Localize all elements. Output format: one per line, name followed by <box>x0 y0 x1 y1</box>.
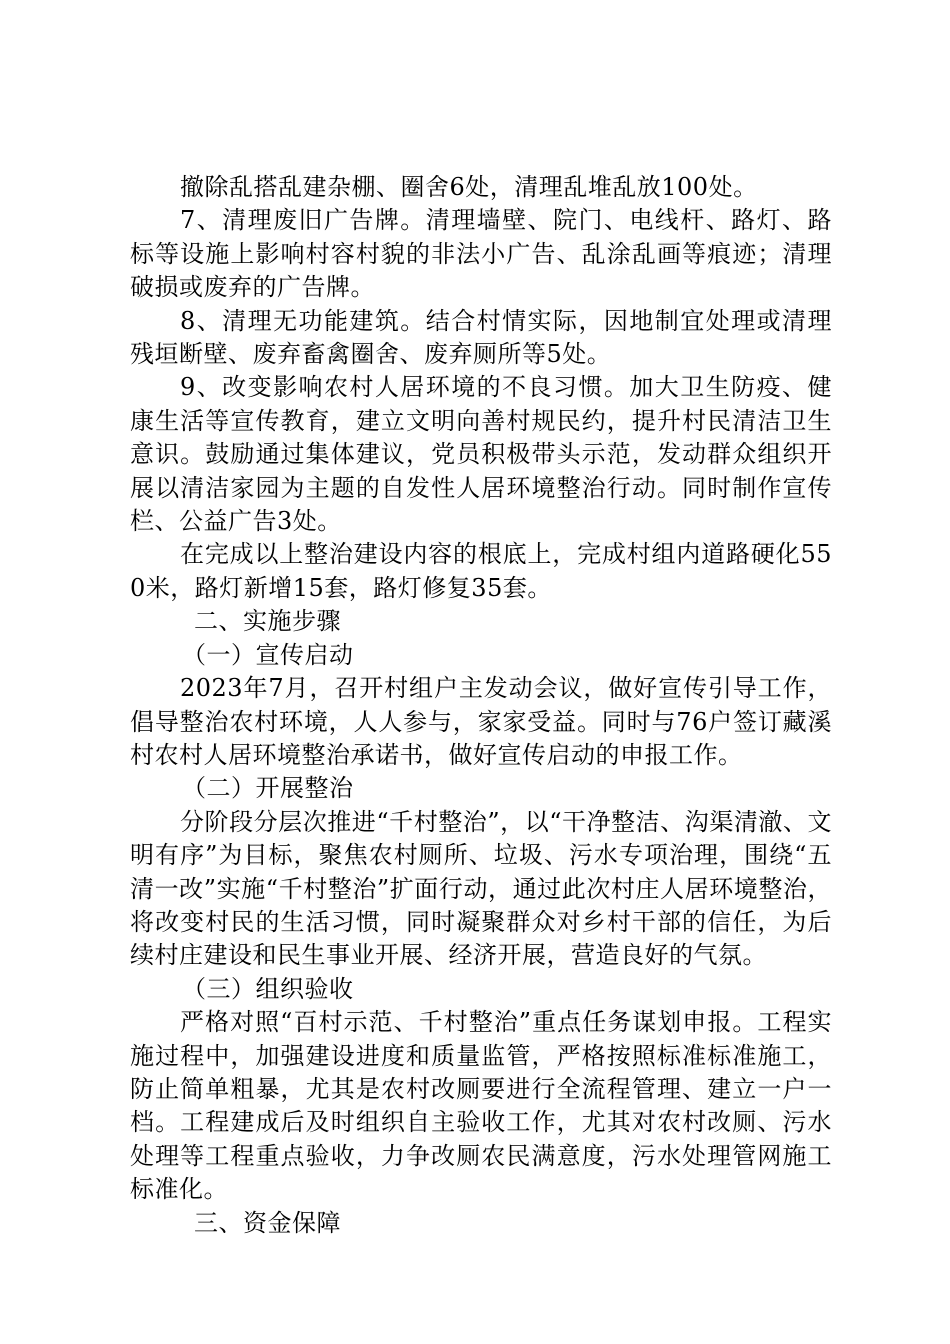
step-2-text: 分阶段分层次推进“千村整治”，以“干净整洁、沟渠清澈、文明有序”为目标，聚焦农村厕所、垃圾、污水专项治理，围绕“五清一改”实施“千村整治”扩面行动，通过此次村庄人居环境整治，将改变村民的生活习惯，同时凝聚群众对乡村干部的信任，为后续村庄建设和民生事业开展、经济开展，营造良好的气氛。 <box>130 807 832 970</box>
section-2-heading: 二、实施步骤 <box>194 607 341 636</box>
paragraph-item-9-habits: 9、改变影响农村人居环境的不良习惯。加大卫生防疫、健康生活等宣传教育，建立文明向善村规民约，提升村民清洁卫生意识。鼓励通过集体建议，党员积极带头示范，发动群众组织开展以清洁家园为主题的自发性人居环境整治行动。同时制作宣传栏、公益广告3处。 <box>130 373 832 536</box>
step-1-text: 2023年7月，召开村组户主发动会议，做好宣传引导工作，倡导整治农村环境，人人参与，家家受益。同时与76户签订藏溪村农村人居环境整治承诺书，做好宣传启动的申报工作。 <box>130 674 832 769</box>
step-1-heading: （一）宣传启动 <box>182 640 354 669</box>
paragraph-demolish-sheds: 撤除乱搭乱建杂棚、圈舍6处，清理乱堆乱放100处。 <box>180 173 758 201</box>
paragraph-road-lights: 在完成以上整治建设内容的根底上，完成村组内道路硬化550米，路灯新增15套，路灯修复35套。 <box>130 540 832 602</box>
step-3-heading: （三）组织验收 <box>182 974 354 1003</box>
section-3-heading: 三、资金保障 <box>194 1208 341 1237</box>
document-body <box>130 171 832 1240</box>
step-3-text: 严格对照“百村示范、千村整治”重点任务谋划申报。工程实施过程中，加强建设进度和质量监管，严格按照标准标准施工，防止简单粗暴，尤其是农村改厕要进行全流程管理、建立一户一档。工程建成后及时组织自主验收工作，尤其对农村改厕、污水处理等工程重点验收，力争改厕农民满意度，污水处理管网施工标准化。 <box>130 1008 832 1204</box>
paragraph-item-8-buildings: 8、清理无功能建筑。结合村情实际，因地制宜处理或清理残垣断壁、废弃畜禽圈舍、废弃厕所等5处。 <box>130 306 832 369</box>
paragraph-item-7-ad-boards: 7、清理废旧广告牌。清理墙壁、院门、电线杆、路灯、路标等设施上影响村容村貌的非法小广告、乱涂乱画等痕迹；清理破损或废弃的广告牌。 <box>130 206 832 302</box>
step-2-heading: （二）开展整治 <box>182 774 354 803</box>
